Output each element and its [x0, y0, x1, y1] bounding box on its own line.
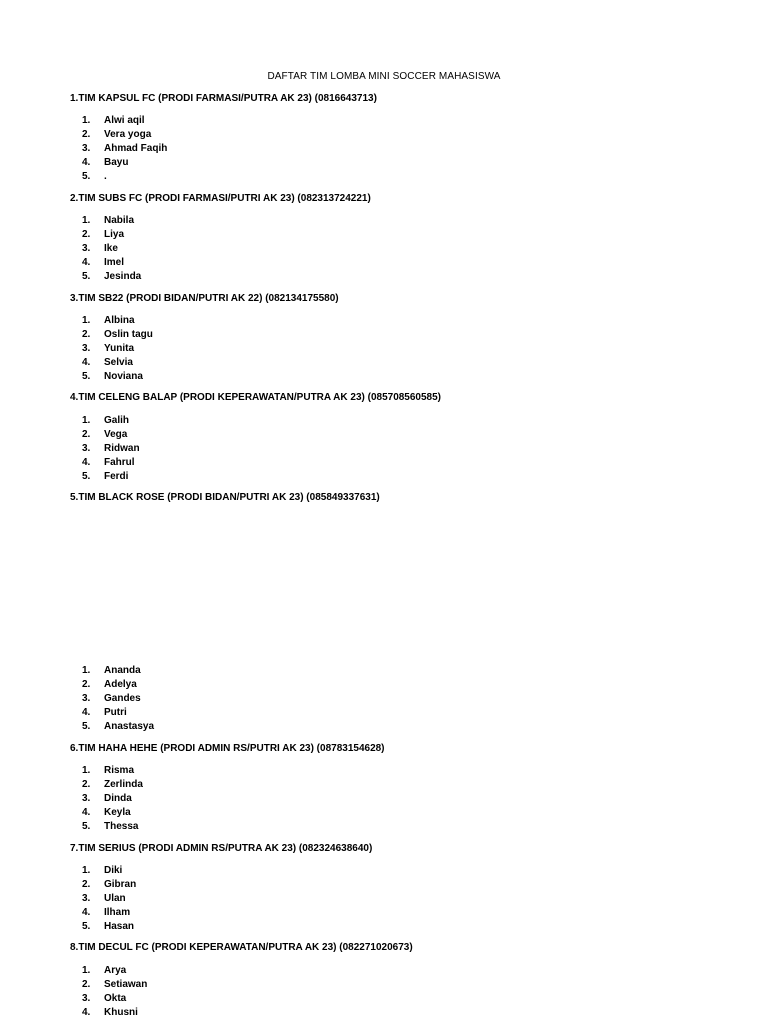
member-name: Putri: [104, 707, 127, 718]
member-name: Arya: [104, 965, 127, 976]
list-number: 1.: [82, 315, 91, 326]
member-name: Galih: [104, 415, 130, 426]
member-name: Imel: [104, 257, 125, 268]
team-member-list: [82, 964, 147, 1020]
list-number: 4.: [82, 357, 91, 368]
team-member-list: [82, 764, 143, 834]
member-name: Jesinda: [104, 271, 142, 282]
list-number: 1.: [82, 415, 91, 426]
member-name: Oslin tagu: [104, 329, 153, 340]
team-member-list: [82, 664, 154, 734]
list-number: 3.: [82, 893, 91, 904]
member-name: Diki: [104, 865, 123, 876]
list-item: [82, 114, 167, 128]
team-member-list: [82, 214, 141, 284]
member-name: Bayu: [104, 157, 129, 168]
list-number: 1.: [82, 965, 91, 976]
member-name: Ahmad Faqih: [104, 143, 168, 154]
list-number: 4.: [82, 157, 91, 168]
list-item: [82, 778, 143, 792]
member-name: Risma: [104, 765, 135, 776]
list-number: 5.: [82, 921, 91, 932]
member-name: Ferdi: [104, 471, 129, 482]
member-name: Okta: [104, 993, 127, 1004]
list-number: 2.: [82, 429, 91, 440]
list-number: 2.: [82, 779, 91, 790]
list-item: [82, 978, 147, 992]
list-item: [82, 170, 167, 184]
list-item: [82, 470, 140, 484]
list-item: [82, 720, 154, 734]
list-item: [82, 806, 143, 820]
member-name: Zerlinda: [104, 779, 143, 790]
document-title: DAFTAR TIM LOMBA MINI SOCCER MAHASISWA: [267, 71, 501, 82]
team-member-list: [82, 114, 167, 184]
list-number: 1.: [82, 115, 91, 126]
list-item: [82, 792, 143, 806]
list-number: 2.: [82, 329, 91, 340]
list-item: [82, 270, 141, 284]
member-name: Yunita: [104, 343, 135, 354]
member-name: .: [104, 171, 107, 182]
member-name: Adelya: [104, 679, 137, 690]
list-number: 3.: [82, 993, 91, 1004]
list-item: [82, 156, 167, 170]
list-item: [82, 664, 154, 678]
team-member-list: [82, 864, 136, 934]
list-number: 4.: [82, 257, 91, 268]
list-number: 2.: [82, 979, 91, 990]
member-name: Selvia: [104, 357, 133, 368]
team-member-list: [82, 314, 153, 384]
team-heading: 2.TIM SUBS FC (PRODI FARMASI/PUTRI AK 23) (082313724221): [70, 193, 371, 204]
member-name: Vera yoga: [104, 129, 152, 140]
list-number: 4.: [82, 707, 91, 718]
member-name: Ridwan: [104, 443, 140, 454]
member-name: Noviana: [104, 371, 143, 382]
list-item: [82, 128, 167, 142]
list-item: [82, 706, 154, 720]
member-name: Ilham: [104, 907, 131, 918]
list-number: 2.: [82, 229, 91, 240]
list-number: 3.: [82, 343, 91, 354]
list-item: [82, 820, 143, 834]
list-number: 5.: [82, 471, 91, 482]
team-heading: 7.TIM SERIUS (PRODI ADMIN RS/PUTRA AK 23) (082324638640): [70, 843, 373, 854]
list-item: [82, 456, 140, 470]
list-item: [82, 214, 141, 228]
list-number: 4.: [82, 457, 91, 468]
list-item: [82, 864, 136, 878]
list-number: 1.: [82, 765, 91, 776]
list-item: [82, 428, 140, 442]
member-name: Anastasya: [104, 721, 155, 732]
team-heading: 1.TIM KAPSUL FC (PRODI FARMASI/PUTRA AK 23) (0816643713): [70, 93, 377, 104]
list-item: [82, 692, 154, 706]
list-item: [82, 878, 136, 892]
team-heading: 5.TIM BLACK ROSE (PRODI BIDAN/PUTRI AK 23) (085849337631): [70, 492, 380, 503]
list-item: [82, 764, 143, 778]
list-item: [82, 442, 140, 456]
member-name: Gandes: [104, 693, 141, 704]
list-item: [82, 342, 153, 356]
member-name: Ike: [104, 243, 118, 254]
list-item: [82, 678, 154, 692]
member-name: Gibran: [104, 879, 137, 890]
list-number: 2.: [82, 879, 91, 890]
list-item: [82, 328, 153, 342]
member-name: Dinda: [104, 793, 132, 804]
list-number: 2.: [82, 679, 91, 690]
member-name: Albina: [104, 315, 135, 326]
list-number: 1.: [82, 215, 91, 226]
list-number: 3.: [82, 693, 91, 704]
list-item: [82, 414, 140, 428]
list-item: [82, 314, 153, 328]
list-item: [82, 242, 141, 256]
list-item: [82, 1006, 147, 1020]
list-item: [82, 906, 136, 920]
member-name: Hasan: [104, 921, 135, 932]
list-item: [82, 964, 147, 978]
list-number: 2.: [82, 129, 91, 140]
list-number: 3.: [82, 143, 91, 154]
list-item: [82, 142, 167, 156]
member-name: Setiawan: [104, 979, 148, 990]
member-name: Thessa: [104, 821, 139, 832]
member-name: Keyla: [104, 807, 131, 818]
list-number: 3.: [82, 793, 91, 804]
member-name: Alwi aqil: [104, 115, 145, 126]
list-number: 5.: [82, 271, 91, 282]
list-number: 1.: [82, 865, 91, 876]
list-item: [82, 356, 153, 370]
team-heading: 4.TIM CELENG BALAP (PRODI KEPERAWATAN/PUTRA AK 23) (085708560585): [70, 392, 442, 403]
list-number: 4.: [82, 1007, 91, 1018]
list-number: 1.: [82, 665, 91, 676]
list-number: 3.: [82, 443, 91, 454]
member-name: Fahrul: [104, 457, 135, 468]
member-name: Nabila: [104, 215, 135, 226]
team-heading: 8.TIM DECUL FC (PRODI KEPERAWATAN/PUTRA AK 23) (082271020673): [70, 942, 413, 953]
list-item: [82, 920, 136, 934]
list-number: 5.: [82, 821, 91, 832]
team-member-list: [82, 414, 140, 484]
list-item: [82, 892, 136, 906]
member-name: Ananda: [104, 665, 141, 676]
list-item: [82, 370, 153, 384]
team-heading: 3.TIM SB22 (PRODI BIDAN/PUTRI AK 22) (082134175580): [70, 293, 339, 304]
member-name: Ulan: [104, 893, 126, 904]
team-heading: 6.TIM HAHA HEHE (PRODI ADMIN RS/PUTRI AK 23) (08783154628): [70, 743, 385, 754]
list-item: [82, 992, 147, 1006]
list-number: 4.: [82, 807, 91, 818]
member-name: Khusni: [104, 1007, 138, 1018]
member-name: Vega: [104, 429, 128, 440]
list-number: 4.: [82, 907, 91, 918]
list-number: 3.: [82, 243, 91, 254]
list-item: [82, 228, 141, 242]
list-item: [82, 256, 141, 270]
member-name: Liya: [104, 229, 125, 240]
list-number: 5.: [82, 171, 91, 182]
list-number: 5.: [82, 721, 91, 732]
list-number: 5.: [82, 371, 91, 382]
